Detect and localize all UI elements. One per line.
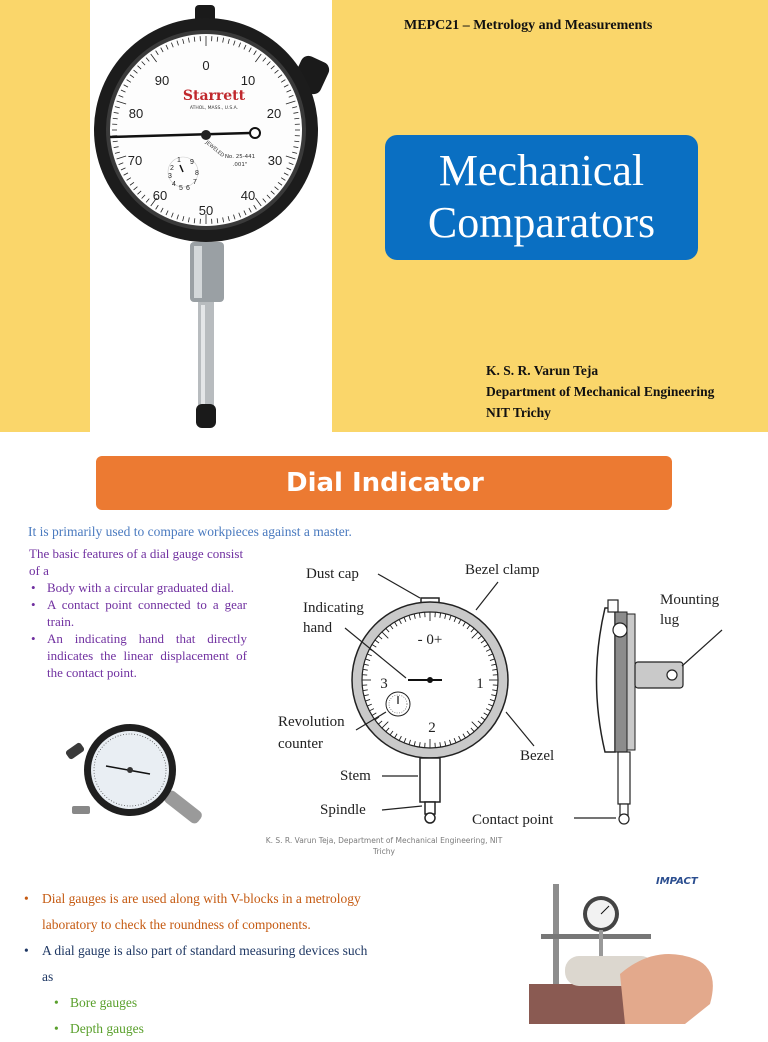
starrett-dial-indicator-image [90,0,332,432]
author-block [486,360,714,423]
counter-label-5: 5 [179,185,183,192]
slide-title [0,0,768,432]
list-item: • A contact point connected to a gear train. [29,596,247,630]
label-hand: hand [303,620,333,636]
spindle [198,302,214,410]
list-item-continuation: as [24,964,424,990]
list-item: • An indicating hand that directly indicates the linear displacement of the contact point. [29,630,247,681]
scale-label-40: 40 [241,188,255,203]
dial-resolution: .001" [233,162,248,168]
label-stem: Stem [340,768,371,784]
features-list [29,579,247,681]
label-indicating: Indicating [303,600,364,616]
scale-label-90: 90 [155,73,169,88]
author-name: K. S. R. Varun Teja [486,360,714,381]
sub-list-item: • Depth gauges [24,1016,424,1042]
counter-label-1: 1 [177,157,181,164]
author-department: Department of Mechanical Engineering [486,381,714,402]
dial-brand: Starrett [183,88,246,104]
list-item: • A dial gauge is also part of standard measuring devices such [24,938,424,964]
dial-indicator-diagram [270,552,768,842]
scale-label-20: 20 [267,106,281,121]
counter-label-3: 3 [168,173,172,180]
sub-list-item: • Bore gauges [24,990,424,1016]
counter-label-6: 6 [186,185,190,192]
label-spindle: Spindle [320,802,366,818]
dial-brand-sub: ATHOL, MASS., U.S.A. [190,105,238,111]
counter-label-9: 9 [190,159,194,166]
slide-applications [0,864,768,1024]
label-contact-point: Contact point [472,812,554,828]
title-line-1: Mechanical [385,145,698,197]
small-dial-gauge-image [58,722,208,842]
scale-label-70: 70 [128,153,142,168]
contact-point [196,404,216,428]
title-line-2: Comparators [385,197,698,249]
dial-bottom-label: 2 [428,720,436,736]
dial-right-label: 1 [476,676,484,692]
list-item: • Dial gauges is are used along with V-blocks in a metrology [24,886,424,912]
slide-banner: Dial Indicator [96,456,672,510]
counter-label-4: 4 [172,181,176,188]
label-lug: lug [660,612,680,628]
label-revolution: Revolution [278,714,345,730]
label-counter: counter [278,736,323,752]
counter-label-8: 8 [195,170,199,177]
scale-label-10: 10 [241,73,255,88]
scale-label-50: 50 [199,203,213,218]
dial-left-label: 3 [380,676,388,692]
counter-label-2: 2 [170,165,174,172]
dial-jeweled: JEWELED [203,139,225,159]
list-item: • Body with a circular graduated dial. [29,579,247,596]
label-mounting: Mounting [660,592,720,608]
course-title: MEPC21 – Metrology and Measurements [404,18,652,34]
list-item-continuation: laboratory to check the roundness of components. [24,912,424,938]
features-lead: The basic features of a dial gauge consist of a [29,545,247,579]
label-bezel: Bezel [520,748,554,764]
scale-label-60: 60 [153,188,167,203]
dial-gauge-roundness-photo [505,874,735,1024]
title-box [385,135,698,260]
label-bezel-clamp: Bezel clamp [465,562,540,578]
slide-footer: K. S. R. Varun Teja, Department of Mechanical Engineering, NIT Trichy [250,835,518,857]
impact-logo: IMPACT [656,876,698,887]
dial-model: No. 25-441 [225,154,255,160]
author-institution: NIT Trichy [486,402,714,423]
intro-text: It is primarily used to compare workpieces against a master. [28,524,352,540]
scale-label-80: 80 [129,106,143,121]
applications-list [24,886,424,1042]
dial-top-label: - 0+ [418,632,443,648]
dial-photo-panel [90,0,332,432]
scale-label-30: 30 [268,153,282,168]
slide-dial-indicator [0,432,768,864]
scale-label-0: 0 [202,58,209,73]
counter-label-7: 7 [193,179,197,186]
label-dust-cap: Dust cap [306,566,359,582]
features-block [29,545,247,681]
